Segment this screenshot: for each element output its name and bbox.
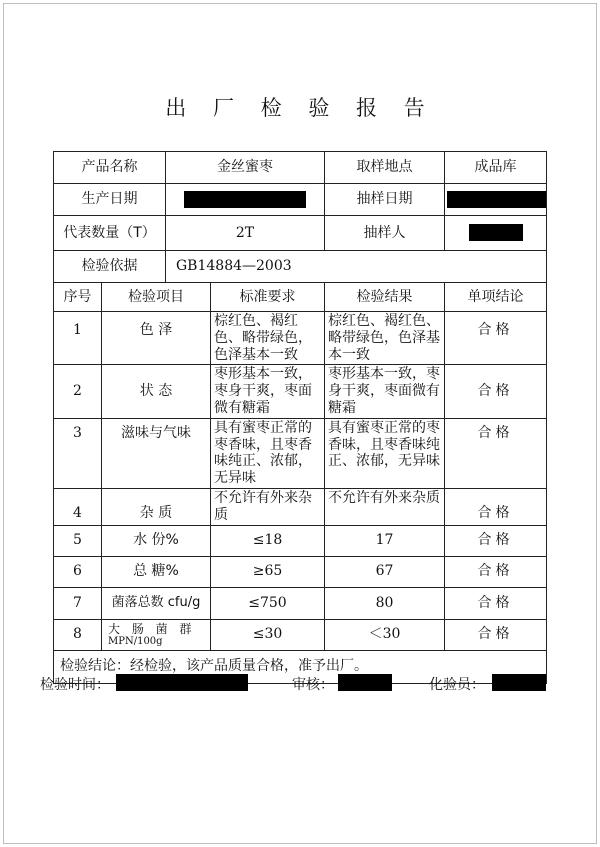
row-no: 5 <box>54 525 102 556</box>
row-item: 杂 质 <box>102 488 211 525</box>
header-row-quantity <box>54 216 547 251</box>
col-conclusion: 单项结论 <box>445 283 547 312</box>
row-result: 67 <box>325 556 445 587</box>
basis-value: GB14884—2003 <box>166 251 547 283</box>
sampling-date-value <box>445 184 547 216</box>
sampling-date-redaction <box>447 191 547 208</box>
row-item: 滋味与气味 <box>102 418 211 488</box>
sampler-redaction <box>469 224 523 241</box>
quantity-value: 2T <box>166 216 325 251</box>
product-name-label: 产品名称 <box>54 152 166 184</box>
table-row <box>54 488 547 525</box>
sampling-place-label: 取样地点 <box>325 152 445 184</box>
row-standard: ≤18 <box>211 525 325 556</box>
col-item: 检验项目 <box>102 283 211 312</box>
row-result: ＜30 <box>325 619 445 650</box>
col-standard: 标准要求 <box>211 283 325 312</box>
product-name-value: 金丝蜜枣 <box>166 152 325 184</box>
row-no: 7 <box>54 587 102 619</box>
sampling-place-value: 成品库 <box>445 152 547 184</box>
conclusion-text: 检验结论：经检验，该产品质量合格，准予出厂。 <box>54 650 547 683</box>
row-item: 总 糖% <box>102 556 211 587</box>
row-no: 8 <box>54 619 102 650</box>
row-result: 80 <box>325 587 445 619</box>
row-item: 水 份% <box>102 525 211 556</box>
row-result: 棕红色、褐红色、略带绿色，色泽基本一致 <box>325 312 445 365</box>
header-row-dates <box>54 184 547 216</box>
col-result: 检验结果 <box>325 283 445 312</box>
row-conclusion: 合格 <box>445 525 547 556</box>
row-no: 2 <box>54 365 102 418</box>
basis-label: 检验依据 <box>54 251 166 283</box>
table-row <box>54 587 547 619</box>
production-date-redaction <box>184 191 306 208</box>
row-conclusion: 合格 <box>445 619 547 650</box>
table-row <box>54 556 547 587</box>
row-no: 1 <box>54 312 102 365</box>
inspection-table <box>53 151 547 684</box>
inspector-redaction <box>492 674 546 691</box>
row-standard: 不允许有外来杂质 <box>211 488 325 525</box>
row-item: 色 泽 <box>102 312 211 365</box>
sampling-date-label: 抽样日期 <box>325 184 445 216</box>
row-no: 6 <box>54 556 102 587</box>
row-standard: 枣形基本一致，枣身干爽，枣面微有糖霜 <box>211 365 325 418</box>
row-result: 具有蜜枣正常的枣香味，且枣香味纯正、浓郁，无异味 <box>325 418 445 488</box>
reviewer-label: 审核： <box>292 677 334 693</box>
inspection-time-label: 检验时间： <box>40 677 110 693</box>
row-item: 状 态 <box>102 365 211 418</box>
row-conclusion: 合格 <box>445 312 547 365</box>
table-row <box>54 365 547 418</box>
sampler-label: 抽样人 <box>325 216 445 251</box>
header-row-product <box>54 152 547 184</box>
column-header-row <box>54 283 547 312</box>
row-conclusion: 合格 <box>445 556 547 587</box>
header-row-basis <box>54 251 547 283</box>
quantity-label: 代表数量（T） <box>54 216 166 251</box>
row-conclusion: 合格 <box>445 488 547 525</box>
row-item-cell <box>102 619 211 650</box>
row-result: 不允许有外来杂质 <box>325 488 445 525</box>
table-row <box>54 619 547 650</box>
report-title: 出 厂 检 验 报 告 <box>165 96 435 120</box>
row-item-unit: MPN/100g <box>108 635 163 647</box>
row-standard: 具有蜜枣正常的枣香味，且枣香味纯正、浓郁，无异味 <box>211 418 325 488</box>
table-row <box>54 418 547 488</box>
row-item: 菌落总数 cfu/g <box>102 587 211 619</box>
row-standard: ≥65 <box>211 556 325 587</box>
production-date-value <box>166 184 325 216</box>
row-standard: ≤30 <box>211 619 325 650</box>
table-row <box>54 312 547 365</box>
row-conclusion: 合格 <box>445 365 547 418</box>
row-conclusion: 合格 <box>445 418 547 488</box>
reviewer-redaction <box>338 674 392 691</box>
col-no: 序号 <box>54 283 102 312</box>
row-item: 大 肠 菌 群 <box>108 621 196 636</box>
row-no: 3 <box>54 418 102 488</box>
row-result: 枣形基本一致，枣身干爽，枣面微有糖霜 <box>325 365 445 418</box>
row-standard: ≤750 <box>211 587 325 619</box>
row-conclusion: 合格 <box>445 587 547 619</box>
row-no: 4 <box>54 488 102 525</box>
row-result: 17 <box>325 525 445 556</box>
inspector-label: 化验员： <box>429 677 485 693</box>
inspection-time-redaction <box>116 674 248 691</box>
production-date-label: 生产日期 <box>54 184 166 216</box>
sampler-value <box>445 216 547 251</box>
table-row <box>54 525 547 556</box>
row-standard: 棕红色、褐红色、略带绿色，色泽基本一致 <box>211 312 325 365</box>
